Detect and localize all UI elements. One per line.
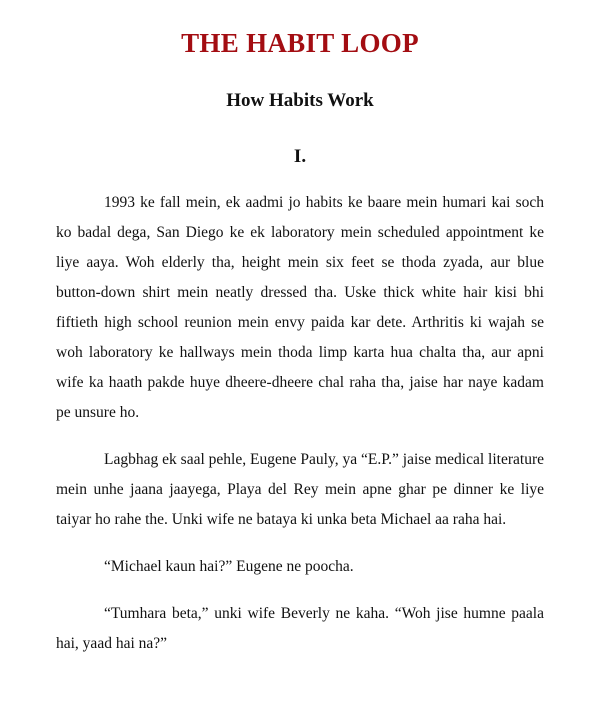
paragraph-3: “Michael kaun hai?” Eugene ne poocha. (104, 558, 354, 575)
chapter-subtitle: How Habits Work (226, 90, 374, 111)
paragraph-2: Lagbhag ek saal pehle, Eugene Pauly, ya “E.P.” jaise medical literature mein unhe jaana jaayega, Playa del Rey mein apne ghar pe dinner ke liye taiyar ho rahe the. Unki wife ne bataya ki unka beta Michael aa raha hai. (56, 451, 544, 528)
paragraph-4: “Tumhara beta,” unki wife Beverly ne kaha. “Woh jise humne paala hai, yaad hai na?” (56, 605, 544, 652)
body-text (56, 188, 544, 659)
chapter-title: THE HABIT LOOP (181, 28, 419, 58)
section-number: I. (293, 146, 307, 167)
paragraph-1: 1993 ke fall mein, ek aadmi jo habits ke baare mein humari kai soch ko badal dega, San Diego ke ek laboratory mein scheduled appointment ke liye aaya. Woh elderly tha, height mein six feet se thoda zyada, aur blue button-down shirt mein neatly dressed tha. Uske thick white hair kisi bhi fiftieth high school reunion mein envy paida kar dete. Arthritis ki wajah se woh laboratory ke hallways mein thoda limp karta hua chalta tha, aur apni wife ka haath pakde huye dheere-dheere chal raha tha, jaise har naye kadam pe unsure ho. (56, 194, 544, 421)
